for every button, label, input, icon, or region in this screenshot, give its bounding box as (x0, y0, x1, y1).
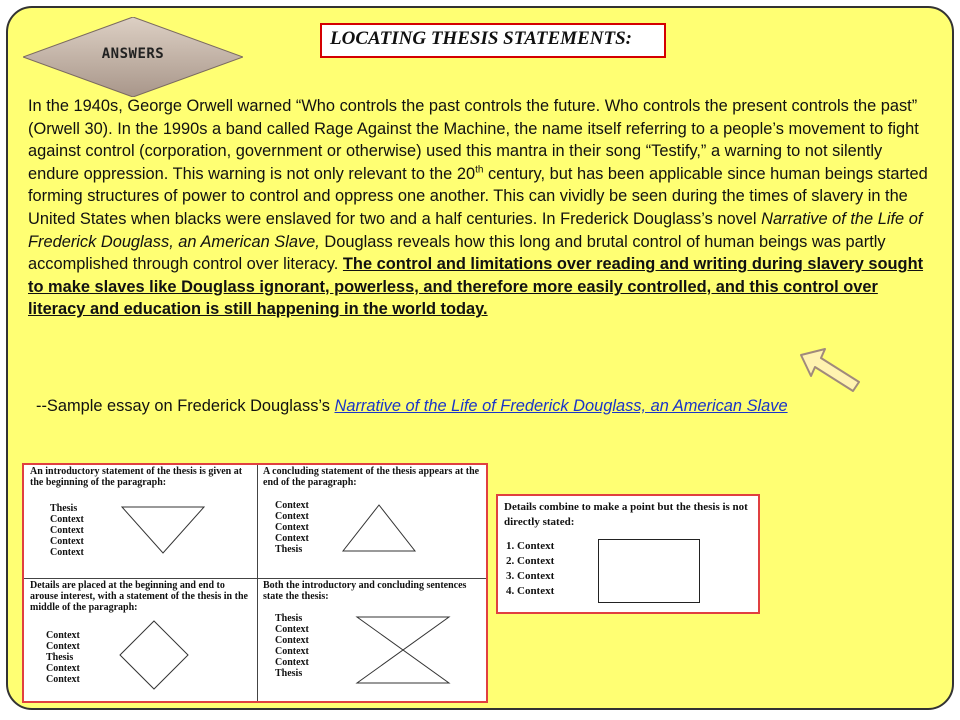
essay-paragraph: In the 1940s, George Orwell warned “Who controls the past controls the future. Who controls the present controls the past” (Orwell 30). In the 1990s a band called Rage Against the Machine, the name itself referring to a people’s movement to fight against control (corporation, government or otherwise) used this mantra in their song “Testify,” a warning to not silently endure oppression. This warning is not only relevant to the 20th century, but has been applicable since human beings started forming structures of power to control and oppress one another. This can vividly be seen during the times of slavery in the United States when blacks were enslaved for two and a half centuries. In Frederick Douglass’s novel Narrative of the Life of Frederick Douglass, an American Slave, Douglass reveals how this long and brutal control of human beings was partly accomplished through control over literacy. The control and limitations over reading and writing during slavery sought to make slaves like Douglass ignorant, powerless, and therefore more easily controlled, and this control over literacy and education is still happening in the world today. (28, 97, 928, 319)
implied-thesis-box: Details combine to make a point but the thesis is not directly stated: 1. Context 2. Context 3. Context 4. Context (496, 494, 760, 614)
concluding-thesis-cell: A concluding statement of the thesis appears at the end of the paragraph: Context Context Context Context Thesis (263, 466, 480, 555)
hourglass-shape (355, 615, 451, 685)
concluding-thesis-list: Context Context Context Context Thesis (275, 500, 309, 555)
diamond-shape (118, 619, 190, 691)
arrow-pointing-to-thesis-icon (795, 345, 865, 395)
source-link[interactable]: Narrative of the Life of Frederick Douglass, an American Slave (334, 397, 788, 415)
thesis-statement: The control and limitations over reading and writing during slavery sought to make slaves like Douglass ignorant, powerless, and therefore more easily controlled, and this control over literacy and education is still happening in the world today. (28, 255, 924, 319)
source-citation: --Sample essay on Frederick Douglass’s Narrative of the Life of Frederick Douglass, an American Slave (36, 397, 788, 415)
page-title: LOCATING THESIS STATEMENTS: (320, 23, 666, 58)
rectangle-shape (598, 539, 700, 603)
intro-thesis-list: Thesis Context Context Context Context (50, 503, 84, 558)
triangle-shape (341, 503, 417, 553)
both-thesis-cell: Both the introductory and concluding sentences state the thesis: Thesis Context Context Context Context Thesis (257, 579, 488, 696)
inverted-triangle-shape (120, 505, 206, 555)
middle-thesis-cell: Details are placed at the beginning and end to arouse interest, with a statement of the thesis in the middle of the paragraph: Context Context Thesis Context Context (24, 579, 255, 696)
answers-label: ANSWERS (101, 46, 165, 62)
implied-thesis-list: 1. Context 2. Context 3. Context 4. Context (504, 539, 554, 599)
both-thesis-list: Thesis Context Context Context Context Thesis (275, 613, 309, 679)
answers-badge (23, 17, 243, 97)
intro-thesis-cell: An introductory statement of the thesis is given at the beginning of the paragraph: Thesis Context Context Context Context (30, 466, 243, 558)
thesis-position-diagram (22, 463, 488, 703)
middle-thesis-list: Context Context Thesis Context Context (46, 630, 80, 685)
